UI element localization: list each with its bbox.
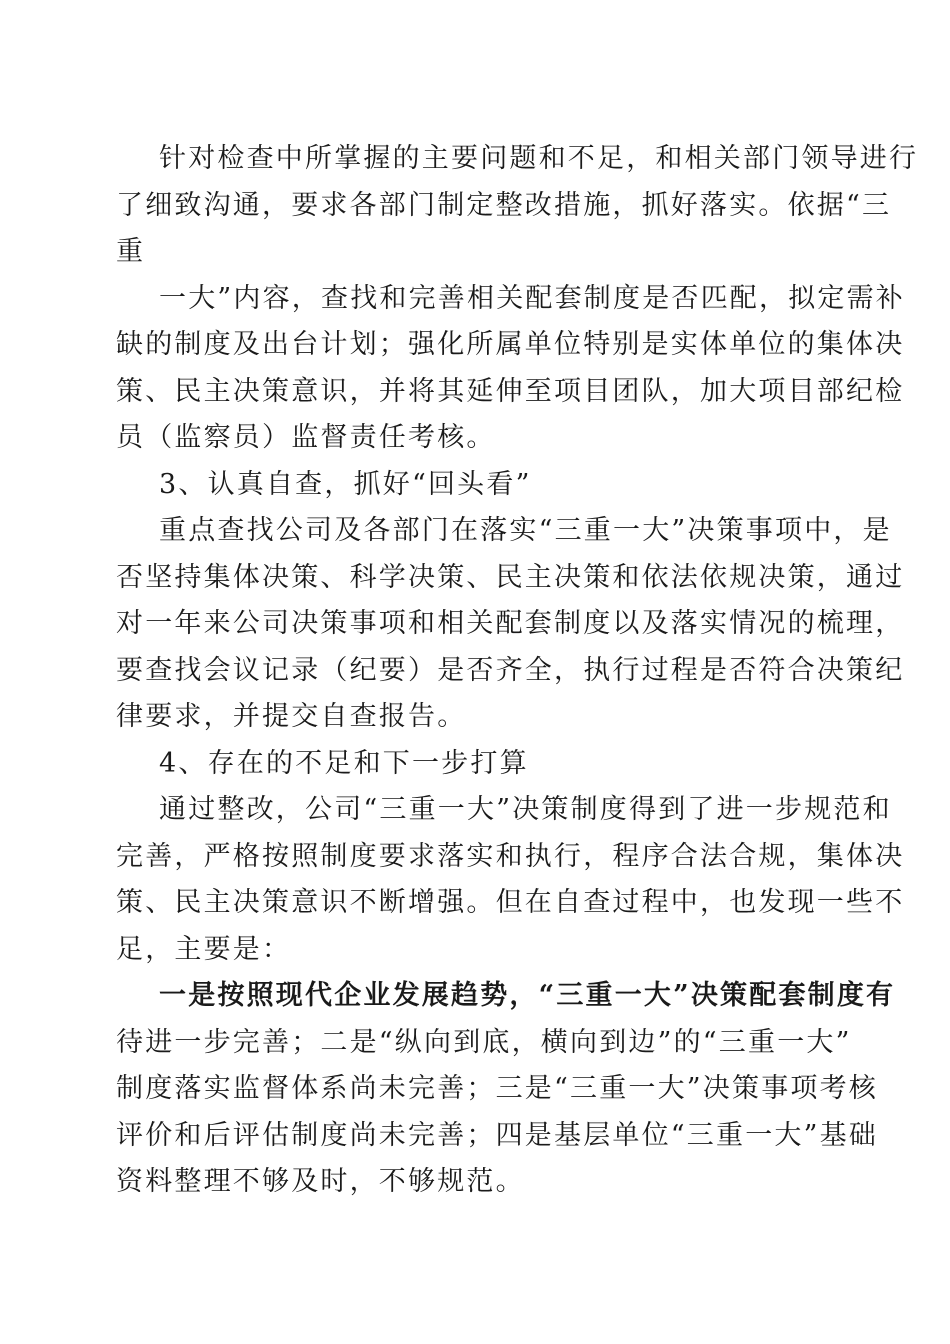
text-line: 评价和后评估制度尚未完善；四是基层单位“三重一大”基础: [116, 1119, 879, 1151]
text-line: 策、民主决策意识不断增强。但在自查过程中，也发现一些不: [116, 887, 905, 918]
text-line: 针对检查中所掌握的主要问题和不足，和相关部门领导进行: [159, 143, 919, 174]
text-line: 完善，严格按照制度要求落实和执行，程序合法合规，集体决: [116, 840, 905, 872]
text-line: 一大”内容，查找和完善相关配套制度是否匹配，拟定需补: [159, 282, 906, 314]
text-line: 律要求，并提交自查报告。: [116, 701, 467, 732]
text-line: 制度落实监督体系尚未完善；三是“三重一大”决策事项考核: [116, 1073, 879, 1104]
section-heading: 4、存在的不足和下一步打算: [159, 747, 529, 779]
text-line: 足，主要是：: [116, 933, 292, 965]
text-line: 要查找会议记录（纪要）是否齐全，执行过程是否符合决策纪: [116, 654, 905, 686]
text-line: 缺的制度及出台计划；强化所属单位特别是实体单位的集体决: [116, 329, 905, 360]
text-line-bold: 一是按照现代企业发展趋势，“三重一大”决策配套制度有: [159, 980, 896, 1011]
text-line: 待进一步完善；二是“纵向到底，横向到边”的“三重一大”: [116, 1026, 852, 1058]
section-heading: 3、认真自查，抓好“回头看”: [159, 468, 532, 500]
document-body: [116, 136, 919, 1206]
text-line: 否坚持集体决策、科学决策、民主决策和依法依规决策，通过: [116, 561, 905, 593]
text-line: 员（监察员）监督责任考核。: [116, 422, 496, 453]
text-line: 通过整改，公司“三重一大”决策制度得到了进一步规范和: [159, 794, 892, 825]
text-line: 策、民主决策意识，并将其延伸至项目团队，加大项目部纪检: [116, 375, 905, 407]
text-line: 重: [116, 236, 146, 267]
text-line: 了细致沟通，要求各部门制定整改措施，抓好落实。依据“三: [116, 189, 892, 221]
text-line: 资料整理不够及时，不够规范。: [116, 1166, 525, 1197]
text-line: 对一年来公司决策事项和相关配套制度以及落实情况的梳理，: [116, 608, 905, 639]
text-line: 重点查找公司及各部门在落实“三重一大”决策事项中，是: [159, 515, 892, 546]
